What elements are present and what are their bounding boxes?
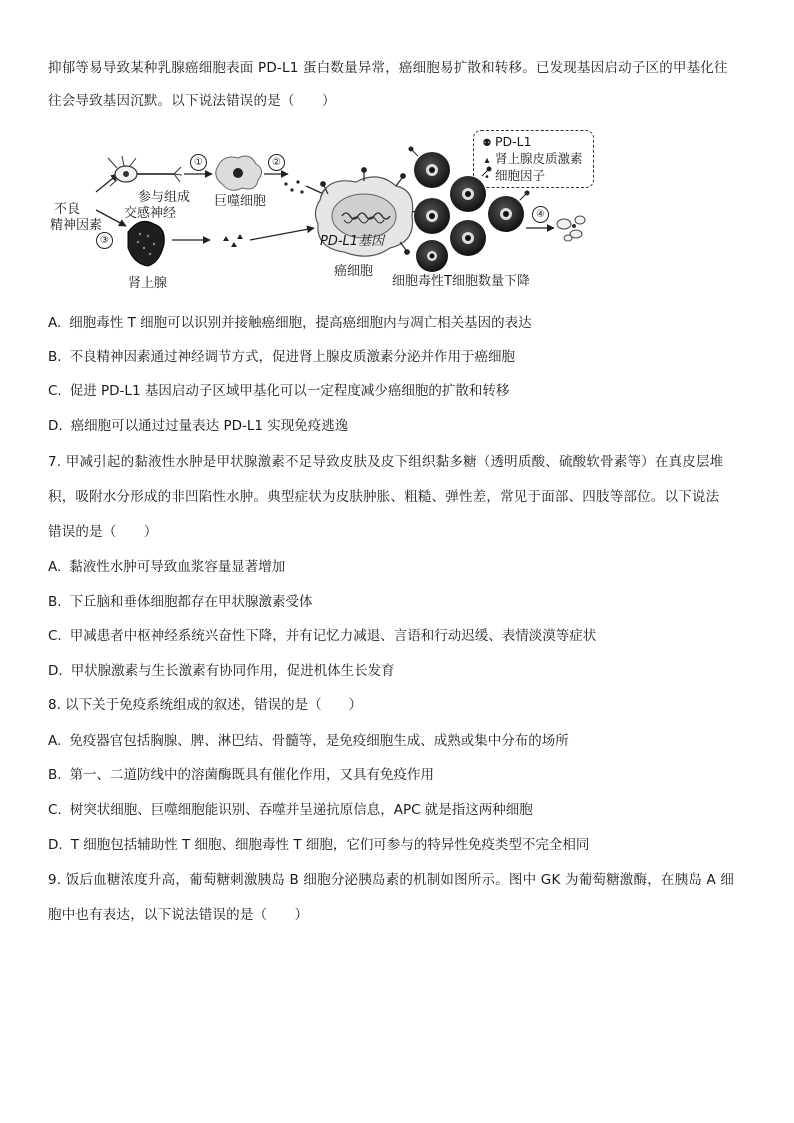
q7-option-a[interactable] xyxy=(48,557,748,577)
q6-option-c[interactable] xyxy=(48,381,748,401)
option-letter: A. xyxy=(48,315,62,331)
legend-row-cytokine xyxy=(482,168,545,186)
q6-stem-line-2: 往会导致基因沉默。以下说法错误的是（ ） xyxy=(48,93,336,109)
q6-option-a[interactable] xyxy=(48,313,748,333)
pin-icon: ⚉ xyxy=(482,138,492,149)
option-text: 下丘脑和垂体细胞都存在甲状腺激素受体 xyxy=(69,594,313,610)
option-text: 第一、二道防线中的溶菌酶既具有催化作用，又具有免疫作用 xyxy=(69,767,435,783)
option-letter: C. xyxy=(48,383,62,399)
q7-option-c[interactable] xyxy=(48,626,748,646)
cytokine-dots xyxy=(284,180,303,193)
q9-stem-line-1: 9. 饭后血糖浓度升高，葡萄糖刺激胰岛 B 细胞分泌胰岛素的机制如图所示。图中 GK 为葡萄糖激酶，在胰岛 A 细 xyxy=(48,872,735,888)
q7-stem-line-3: 错误的是（ ） xyxy=(48,524,158,540)
option-text: 细胞毒性 T 细胞可以识别并接触癌细胞，提高癌细胞内与凋亡相关基因的表达 xyxy=(69,315,532,331)
adrenal-gland-icon xyxy=(128,221,164,266)
q6-stem-line-1: 抑郁等易导致某种乳腺癌细胞表面 PD-L1 蛋白数量异常，癌细胞易扩散和转移。已发现基因启动子区的甲基化往 xyxy=(48,60,728,76)
neuron-icon xyxy=(108,156,182,186)
option-text: 甲状腺激素与生长激素有协同作用，促进机体生长发育 xyxy=(70,663,395,679)
q7-option-d[interactable] xyxy=(48,661,748,681)
option-text: 促进 PD-L1 基因启动子区域甲基化可以一定程度减少癌细胞的扩散和转移 xyxy=(69,383,510,399)
option-letter: D. xyxy=(48,837,63,853)
q8-option-c[interactable] xyxy=(48,800,748,820)
q8-option-a[interactable] xyxy=(48,731,748,751)
step-1-marker: ① xyxy=(190,154,207,171)
arrow-to-nerve xyxy=(96,174,118,192)
option-text: 甲减患者中枢神经系统兴奋性下降，并有记忆力减退、言语和行动迟缓、表情淡漠等症状 xyxy=(69,628,597,644)
t-cell-decline-label: 细胞毒性T细胞数量下降 xyxy=(392,274,530,289)
gene-label: PD-L1基因 xyxy=(320,234,385,249)
q7-stem-line-2: 积，吸附水分形成的非凹陷性水肿。典型症状为皮肤肿胀、粗糙、弹性差，常见于面部、四肢等部位。以下说法 xyxy=(48,489,720,505)
step-2-marker: ② xyxy=(268,154,285,171)
q6-option-b[interactable] xyxy=(48,347,748,367)
option-text: 癌细胞可以通过过量表达 PD-L1 实现免疫逃逸 xyxy=(70,418,349,434)
option-text: T 细胞包括辅助性 T 细胞、细胞毒性 T 细胞，它们可参与的特异性免疫类型不完全相同 xyxy=(70,837,590,853)
q6-option-d[interactable] xyxy=(48,416,748,436)
option-letter: C. xyxy=(48,802,62,818)
option-text: 免疫器官包括胸腺、脾、淋巴结、骨髓等，是免疫细胞生成、成熟或集中分布的场所 xyxy=(69,733,569,749)
legend-label-cytokine: 细胞因子 xyxy=(495,168,546,183)
option-text: 黏液性水肿可导致血浆容量显著增加 xyxy=(69,559,286,575)
option-letter: D. xyxy=(48,418,63,434)
option-letter: D. xyxy=(48,663,63,679)
nerve-label-line-1: 参与组成 xyxy=(138,190,191,205)
q7-option-b[interactable] xyxy=(48,592,748,612)
hormone-triangles xyxy=(223,234,243,247)
legend-row-pdl1 xyxy=(482,134,532,152)
nerve-label-line-2: 交感神经 xyxy=(124,206,177,221)
macrophage-label: 巨噬细胞 xyxy=(214,194,267,209)
q8-option-b[interactable] xyxy=(48,765,748,785)
triangle-icon: ▴ xyxy=(484,155,490,166)
option-letter: B. xyxy=(48,594,62,610)
option-letter: C. xyxy=(48,628,62,644)
option-text: 不良精神因素通过神经调节方式，促进肾上腺皮质激素分泌并作用于癌细胞 xyxy=(69,349,516,365)
q7-stem-line-1: 7. 甲减引起的黏液性水肿是甲状腺激素不足导致皮肤及皮下组织黏多糖（透明质酸、硫酸软骨素等）在真皮层堆 xyxy=(48,454,724,470)
option-letter: B. xyxy=(48,349,62,365)
q8-option-d[interactable] xyxy=(48,835,748,855)
immune-escape-diagram xyxy=(44,124,604,300)
legend-label-hormone: 肾上腺皮质激素 xyxy=(495,151,583,166)
q8-stem: 8. 以下关于免疫系统组成的叙述，错误的是（ ） xyxy=(48,697,363,713)
option-text: 树突状细胞、巨噬细胞能识别、吞噬并呈递抗原信息，APC 就是指这两种细胞 xyxy=(69,802,533,818)
option-letter: B. xyxy=(48,767,62,783)
stress-label-line-2: 精神因素 xyxy=(50,218,103,233)
step-3-marker: ③ xyxy=(96,232,113,249)
cancer-cell-label: 癌细胞 xyxy=(334,264,374,279)
option-letter: A. xyxy=(48,733,62,749)
adrenal-label: 肾上腺 xyxy=(128,276,168,291)
apoptotic-cell-icon xyxy=(557,216,585,241)
legend-row-hormone xyxy=(482,151,583,169)
q9-stem-line-2: 胞中也有表达，以下说法错误的是（ ） xyxy=(48,907,309,923)
stress-label-line-1: 不良 xyxy=(54,202,81,217)
legend-label-pdl1: PD-L1 xyxy=(495,134,532,149)
macrophage-icon xyxy=(216,156,262,190)
step-4-marker: ④ xyxy=(532,206,549,223)
dot-icon: • xyxy=(484,172,490,183)
arrow-hormone-to-cancer xyxy=(250,228,314,240)
figure-legend xyxy=(473,130,594,188)
option-letter: A. xyxy=(48,559,62,575)
